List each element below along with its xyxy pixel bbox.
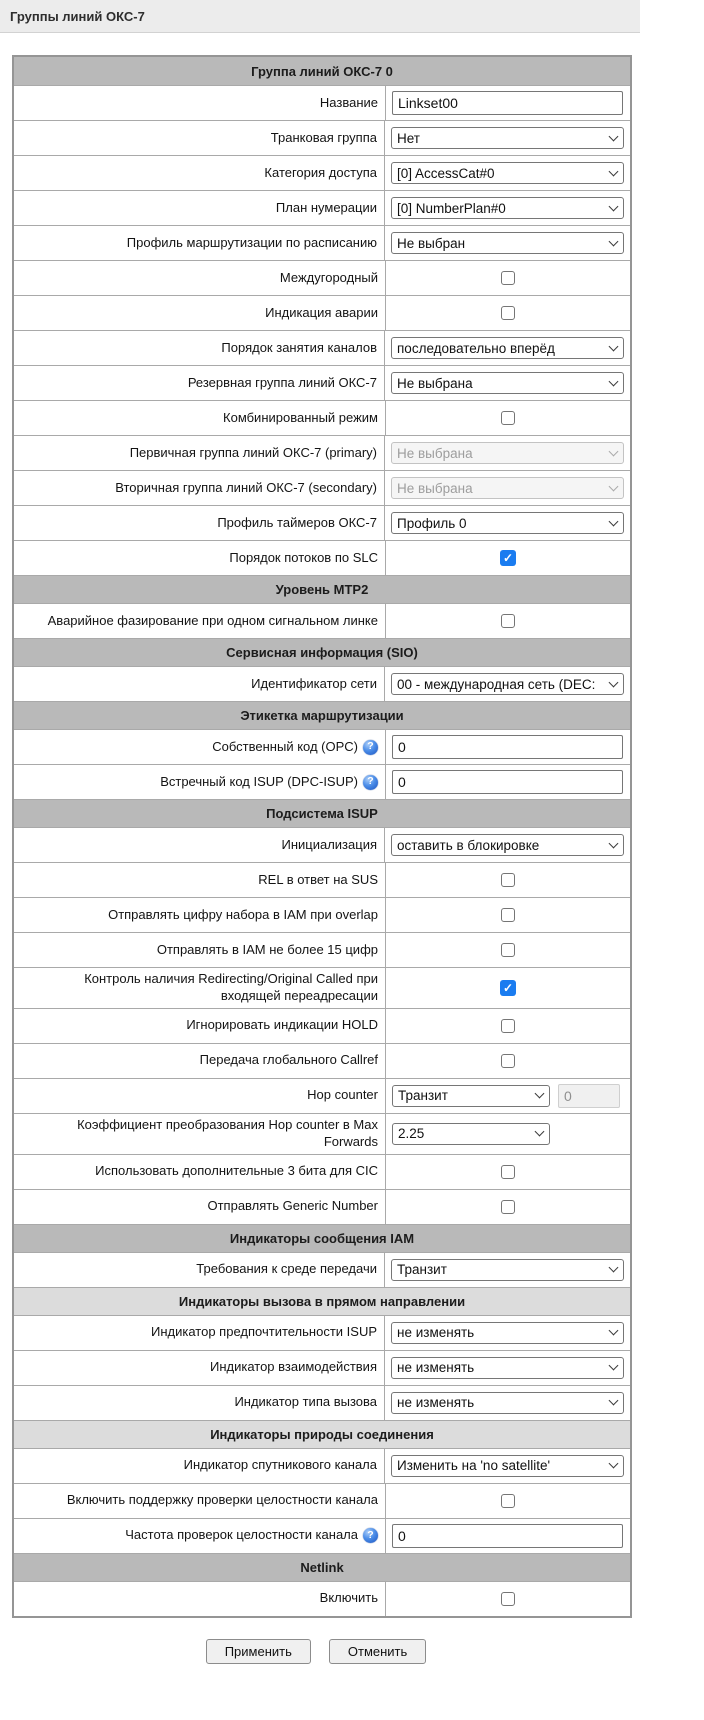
access-category-label-cell xyxy=(14,156,385,190)
interworking-label-cell xyxy=(14,1351,385,1385)
slc-stream-order-label-cell xyxy=(14,541,386,575)
iam-max-15-digits-checkbox[interactable] xyxy=(501,943,515,957)
page-title: Группы линий ОКС-7 xyxy=(10,8,145,24)
secondary-linkset-label: Вторичная группа линий ОКС-7 (secondary) xyxy=(115,479,377,495)
network-indicator-value-cell xyxy=(385,667,630,701)
table-row xyxy=(14,330,630,365)
send-digit-iam-overlap-label-cell xyxy=(14,898,386,932)
call-type-select[interactable] xyxy=(391,1392,624,1414)
hop-counter-input xyxy=(558,1084,620,1108)
numbering-plan-select-value: [0] NumberPlan#0 xyxy=(397,200,506,216)
timers-profile-value-cell xyxy=(385,506,630,540)
chevron-down-icon xyxy=(609,677,619,687)
name-input[interactable] xyxy=(392,91,623,115)
table-row xyxy=(14,1448,630,1483)
table-row xyxy=(14,540,630,575)
hop-counter-coefficient-label: Коэффициент преобразования Hop counter в Max Forwards xyxy=(77,1116,378,1149)
table-row xyxy=(14,862,630,897)
timers-profile-select[interactable] xyxy=(391,512,624,534)
chevron-down-icon xyxy=(609,481,619,491)
alarm-indication-label-cell xyxy=(14,296,386,330)
hop-counter-select[interactable] xyxy=(392,1085,550,1107)
transmission-medium-label-cell xyxy=(14,1253,385,1287)
reserve-linkset-select[interactable] xyxy=(391,372,624,394)
primary-linkset-select xyxy=(391,442,624,464)
reserve-linkset-label-cell xyxy=(14,366,385,400)
channel-seizure-order-label-cell xyxy=(14,331,385,365)
table-row xyxy=(14,1483,630,1518)
global-callref-value-cell xyxy=(386,1044,630,1078)
iam-max-15-digits-label-cell xyxy=(14,933,386,967)
schedule-routing-profile-select[interactable] xyxy=(391,232,624,254)
initialization-select-value: оставить в блокировке xyxy=(397,837,540,853)
netlink-section-header: Netlink xyxy=(14,1553,630,1581)
table-row xyxy=(14,225,630,260)
isup-preference-select-value: не изменять xyxy=(397,1325,475,1341)
extra-cic-bits-value-cell xyxy=(386,1155,630,1189)
table-row xyxy=(14,400,630,435)
help-icon[interactable]: ? xyxy=(363,1528,378,1543)
table-row xyxy=(14,260,630,295)
schedule-routing-profile-label-cell xyxy=(14,226,385,260)
chevron-down-icon xyxy=(609,236,619,246)
timers-profile-select-value: Профиль 0 xyxy=(397,515,467,531)
emergency-alignment-checkbox[interactable] xyxy=(501,614,515,628)
alarm-indication-label: Индикация аварии xyxy=(265,304,378,320)
table-row xyxy=(14,1350,630,1385)
table-row xyxy=(14,120,630,155)
table-row xyxy=(14,1385,630,1420)
slc-stream-order-label: Порядок потоков по SLC xyxy=(229,549,378,565)
iam-max-15-digits-value-cell xyxy=(386,933,630,967)
initialization-label-cell xyxy=(14,828,385,862)
table-row xyxy=(14,897,630,932)
isup-preference-value-cell xyxy=(385,1316,630,1350)
chevron-down-icon xyxy=(609,201,619,211)
hop-counter-value-cell xyxy=(386,1079,630,1113)
continuity-check-frequency-label-cell xyxy=(14,1519,386,1553)
global-callref-label: Передача глобального Callref xyxy=(199,1052,378,1068)
intercity-label-cell xyxy=(14,261,386,295)
nature-of-connection-indicators-section-header: Индикаторы природы соединения xyxy=(14,1420,630,1448)
emergency-alignment-value-cell xyxy=(386,604,630,638)
table-row xyxy=(14,365,630,400)
table-row xyxy=(14,1078,630,1113)
linkset-group-0-section-header: Группа линий ОКС-7 0 xyxy=(14,57,630,85)
help-icon[interactable]: ? xyxy=(363,740,378,755)
table-row xyxy=(14,1189,630,1224)
netlink-enable-label: Включить xyxy=(319,1590,378,1606)
send-generic-number-value-cell xyxy=(386,1190,630,1224)
opc-label: Собственный код (OPC) xyxy=(212,738,358,754)
chevron-down-icon xyxy=(535,1127,545,1137)
continuity-check-frequency-value-cell xyxy=(386,1519,630,1553)
combined-mode-value-cell xyxy=(386,401,630,435)
table-row xyxy=(14,827,630,862)
send-digit-iam-overlap-value-cell xyxy=(386,898,630,932)
chevron-down-icon xyxy=(609,1396,619,1406)
isup-preference-label-cell xyxy=(14,1316,385,1350)
trunk-group-label-cell xyxy=(14,121,385,155)
combined-mode-checkbox[interactable] xyxy=(501,411,515,425)
hop-counter-coefficient-label-cell xyxy=(14,1114,386,1154)
chevron-down-icon xyxy=(609,1459,619,1469)
table-row xyxy=(14,666,630,701)
primary-linkset-value-cell xyxy=(385,436,630,470)
chevron-down-icon xyxy=(535,1089,545,1099)
redirecting-control-label-cell xyxy=(14,968,386,1008)
send-digit-iam-overlap-checkbox[interactable] xyxy=(501,908,515,922)
trunk-group-value-cell xyxy=(385,121,630,155)
network-indicator-select[interactable] xyxy=(391,673,624,695)
mtp2-level-section-header: Уровень MTP2 xyxy=(14,575,630,603)
continuity-check-enable-label: Включить поддержку проверки целостности канала xyxy=(66,1492,378,1508)
continuity-check-frequency-input[interactable] xyxy=(392,1524,623,1548)
primary-linkset-select-value: Не выбрана xyxy=(397,445,473,461)
ignore-hold-label: Игнорировать индикации HOLD xyxy=(186,1017,378,1033)
network-indicator-label: Идентификатор сети xyxy=(251,675,377,691)
call-type-value-cell xyxy=(385,1386,630,1420)
combined-mode-label: Комбинированный режим xyxy=(223,409,378,425)
opc-value-cell xyxy=(386,730,630,764)
access-category-select[interactable] xyxy=(391,162,624,184)
hop-counter-select-value: Транзит xyxy=(398,1088,448,1104)
hop-counter-coefficient-select[interactable] xyxy=(392,1123,550,1145)
form-actions xyxy=(0,1639,632,1704)
linkset-form-table xyxy=(12,55,632,1618)
name-value-cell xyxy=(386,86,630,120)
chevron-down-icon xyxy=(609,341,619,351)
hop-counter-label-cell xyxy=(14,1079,386,1113)
table-row xyxy=(14,932,630,967)
satellite-indicator-label: Индикатор спутникового канала xyxy=(183,1457,377,1473)
chevron-down-icon xyxy=(609,166,619,176)
chevron-down-icon xyxy=(609,516,619,526)
global-callref-label-cell xyxy=(14,1044,386,1078)
transmission-medium-select[interactable] xyxy=(391,1259,624,1281)
chevron-down-icon xyxy=(609,1326,619,1336)
reserve-linkset-value-cell xyxy=(385,366,630,400)
continuity-check-enable-checkbox[interactable] xyxy=(501,1494,515,1508)
network-indicator-select-value: 00 - международная сеть (DEC: xyxy=(397,676,596,692)
secondary-linkset-select xyxy=(391,477,624,499)
table-row xyxy=(14,1518,630,1553)
redirecting-control-checkbox[interactable]: ✓ xyxy=(500,980,516,996)
page-title-bar xyxy=(0,0,640,33)
table-row xyxy=(14,1154,630,1189)
call-type-label: Индикатор типа вызова xyxy=(234,1394,377,1410)
sio-section-header: Сервисная информация (SIO) xyxy=(14,638,630,666)
hop-counter-coefficient-value-cell xyxy=(386,1114,630,1154)
initialization-value-cell xyxy=(385,828,630,862)
dpc-isup-label-cell xyxy=(14,765,386,799)
routing-label-section-header: Этикетка маршрутизации xyxy=(14,701,630,729)
hop-counter-label: Hop counter xyxy=(307,1087,378,1103)
reserve-linkset-select-value: Не выбрана xyxy=(397,375,473,391)
alarm-indication-checkbox[interactable] xyxy=(501,306,515,320)
intercity-label: Междугородный xyxy=(279,269,378,285)
netlink-enable-checkbox[interactable] xyxy=(501,1592,515,1606)
table-row xyxy=(14,470,630,505)
access-category-select-value: [0] AccessCat#0 xyxy=(397,165,495,181)
table-row xyxy=(14,155,630,190)
channel-seizure-order-select-value: последовательно вперёд xyxy=(397,340,555,356)
transmission-medium-label: Требования к среде передачи xyxy=(196,1261,377,1277)
secondary-linkset-select-value: Не выбрана xyxy=(397,480,473,496)
transmission-medium-select-value: Транзит xyxy=(397,1262,447,1278)
reserve-linkset-label: Резервная группа линий ОКС-7 xyxy=(187,374,377,390)
table-row xyxy=(14,764,630,799)
opc-input[interactable] xyxy=(392,735,623,759)
satellite-indicator-value-cell xyxy=(385,1449,630,1483)
table-row xyxy=(14,1581,630,1616)
forward-call-indicators-section-header: Индикаторы вызова в прямом направлении xyxy=(14,1287,630,1315)
table-row xyxy=(14,1008,630,1043)
emergency-alignment-label-cell xyxy=(14,604,386,638)
satellite-indicator-select[interactable] xyxy=(391,1455,624,1477)
isup-preference-label: Индикатор предпочтительности ISUP xyxy=(151,1324,377,1340)
send-generic-number-label-cell xyxy=(14,1190,386,1224)
iam-indicators-section-header: Индикаторы сообщения IAM xyxy=(14,1224,630,1252)
rel-on-sus-label: REL в ответ на SUS xyxy=(258,871,378,887)
timers-profile-label-cell xyxy=(14,506,385,540)
numbering-plan-select[interactable] xyxy=(391,197,624,219)
access-category-value-cell xyxy=(385,156,630,190)
iam-max-15-digits-label: Отправлять в IAM не более 15 цифр xyxy=(156,941,378,957)
extra-cic-bits-label: Использовать дополнительные 3 бита для CIC xyxy=(95,1163,378,1179)
intercity-value-cell xyxy=(386,261,630,295)
access-category-label: Категория доступа xyxy=(264,164,377,180)
isup-preference-select[interactable] xyxy=(391,1322,624,1344)
opc-label-cell xyxy=(14,730,386,764)
table-row xyxy=(14,1113,630,1154)
dpc-isup-input[interactable] xyxy=(392,770,623,794)
chevron-down-icon xyxy=(609,376,619,386)
ignore-hold-checkbox[interactable] xyxy=(501,1019,515,1033)
schedule-routing-profile-value-cell xyxy=(385,226,630,260)
intercity-checkbox[interactable] xyxy=(501,271,515,285)
continuity-check-enable-value-cell xyxy=(386,1484,630,1518)
trunk-group-label: Транковая группа xyxy=(270,129,377,145)
send-digit-iam-overlap-label: Отправлять цифру набора в IAM при overlap xyxy=(108,906,378,922)
combined-mode-label-cell xyxy=(14,401,386,435)
trunk-group-select-value: Нет xyxy=(397,130,420,146)
secondary-linkset-label-cell xyxy=(14,471,385,505)
numbering-plan-label-cell xyxy=(14,191,385,225)
name-label: Название xyxy=(319,94,378,110)
apply-button[interactable]: Применить xyxy=(206,1639,311,1664)
redirecting-control-label: Контроль наличия Redirecting/Original Called при входящей переадресации xyxy=(84,971,378,1003)
slc-stream-order-value-cell xyxy=(386,541,630,575)
interworking-select-value: не изменять xyxy=(397,1360,475,1376)
network-indicator-label-cell xyxy=(14,667,385,701)
trunk-group-select[interactable] xyxy=(391,127,624,149)
interworking-label: Индикатор взаимодействия xyxy=(209,1359,377,1375)
primary-linkset-label-cell xyxy=(14,436,385,470)
cancel-button[interactable]: Отменить xyxy=(329,1639,426,1664)
chevron-down-icon xyxy=(609,131,619,141)
satellite-indicator-label-cell xyxy=(14,1449,385,1483)
numbering-plan-label: План нумерации xyxy=(275,199,377,215)
continuity-check-frequency-label: Частота проверок целостности канала xyxy=(125,1527,358,1543)
dpc-isup-label: Встречный код ISUP (DPC-ISUP) xyxy=(160,773,358,789)
transmission-medium-value-cell xyxy=(385,1253,630,1287)
name-label-cell xyxy=(14,86,386,120)
channel-seizure-order-value-cell xyxy=(385,331,630,365)
schedule-routing-profile-label: Профиль маршрутизации по расписанию xyxy=(126,234,377,250)
ignore-hold-value-cell xyxy=(386,1009,630,1043)
isup-subsystem-section-header: Подсистема ISUP xyxy=(14,799,630,827)
continuity-check-enable-label-cell xyxy=(14,1484,386,1518)
table-row xyxy=(14,190,630,225)
table-row xyxy=(14,295,630,330)
extra-cic-bits-checkbox[interactable] xyxy=(501,1165,515,1179)
send-generic-number-checkbox[interactable] xyxy=(501,1200,515,1214)
initialization-select[interactable] xyxy=(391,834,624,856)
rel-on-sus-label-cell xyxy=(14,863,386,897)
redirecting-control-value-cell xyxy=(386,968,630,1008)
alarm-indication-value-cell xyxy=(386,296,630,330)
rel-on-sus-value-cell xyxy=(386,863,630,897)
channel-seizure-order-select[interactable] xyxy=(391,337,624,359)
numbering-plan-value-cell xyxy=(385,191,630,225)
call-type-select-value: не изменять xyxy=(397,1395,475,1411)
table-row xyxy=(14,1252,630,1287)
interworking-value-cell xyxy=(385,1351,630,1385)
primary-linkset-label: Первичная группа линий ОКС-7 (primary) xyxy=(129,444,377,460)
table-row xyxy=(14,505,630,540)
emergency-alignment-label: Аварийное фазирование при одном сигнальном линке xyxy=(47,612,378,628)
chevron-down-icon xyxy=(609,446,619,456)
channel-seizure-order-label: Порядок занятия каналов xyxy=(221,339,377,355)
ignore-hold-label-cell xyxy=(14,1009,386,1043)
slc-stream-order-checkbox[interactable]: ✓ xyxy=(500,550,516,566)
satellite-indicator-select-value: Изменить на 'no satellite' xyxy=(397,1458,551,1474)
send-generic-number-label: Отправлять Generic Number xyxy=(207,1198,378,1214)
help-icon[interactable]: ? xyxy=(363,775,378,790)
netlink-enable-value-cell xyxy=(386,1582,630,1616)
dpc-isup-value-cell xyxy=(386,765,630,799)
interworking-select[interactable] xyxy=(391,1357,624,1379)
secondary-linkset-value-cell xyxy=(385,471,630,505)
table-row xyxy=(14,85,630,120)
table-row xyxy=(14,729,630,764)
chevron-down-icon xyxy=(609,838,619,848)
hop-counter-coefficient-select-value: 2.25 xyxy=(398,1126,425,1142)
extra-cic-bits-label-cell xyxy=(14,1155,386,1189)
table-row xyxy=(14,967,630,1008)
timers-profile-label: Профиль таймеров ОКС-7 xyxy=(217,514,377,530)
table-row xyxy=(14,603,630,638)
table-row xyxy=(14,1315,630,1350)
table-row xyxy=(14,1043,630,1078)
rel-on-sus-checkbox[interactable] xyxy=(501,873,515,887)
chevron-down-icon xyxy=(609,1263,619,1273)
initialization-label: Инициализация xyxy=(281,836,377,852)
table-row xyxy=(14,435,630,470)
schedule-routing-profile-select-value: Не выбран xyxy=(397,235,466,251)
netlink-enable-label-cell xyxy=(14,1582,386,1616)
chevron-down-icon xyxy=(609,1361,619,1371)
call-type-label-cell xyxy=(14,1386,385,1420)
global-callref-checkbox[interactable] xyxy=(501,1054,515,1068)
